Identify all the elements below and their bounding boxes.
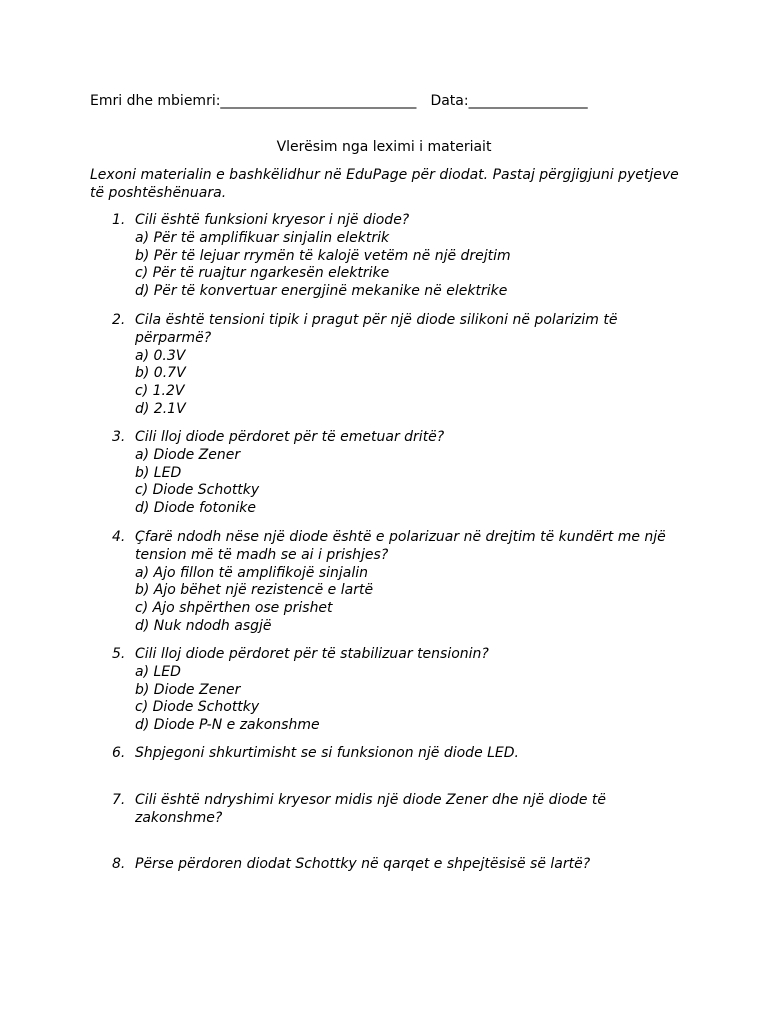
question-text: Cili është funksioni kryesor i një diode?	[135, 212, 410, 228]
question-3	[112, 429, 682, 518]
question-5	[112, 646, 682, 735]
answer-option: b) LED	[135, 464, 182, 481]
answer-option: b) Diode Zener	[135, 681, 241, 698]
answer-option: c) Diode Schottky	[135, 699, 260, 716]
question-6	[112, 745, 682, 763]
question-text: Përse përdoren diodat Schottky në qarqet e shpejtësisë së lartë?	[135, 856, 591, 872]
question-number: 1.	[112, 212, 126, 228]
answer-option: d) Diode fotonike	[135, 500, 257, 517]
header-line	[90, 92, 588, 110]
question-text: Shpjegoni shkurtimisht se si funksionon një diode LED.	[135, 745, 520, 761]
answer-option: d) Nuk ndodh asgjë	[135, 617, 272, 634]
answer-option: c) Diode Schottky	[135, 482, 260, 499]
question-text: Cili është ndryshimi kryesor midis një diode Zener dhe një diode të zakonshme?	[135, 792, 606, 826]
question-number: 3.	[112, 429, 126, 445]
question-number: 2.	[112, 312, 126, 328]
question-2	[112, 312, 682, 419]
question-text: Cili lloj diode përdoret për të emetuar dritë?	[135, 429, 445, 445]
answer-option: b) Për të lejuar rrymën të kalojë vetëm në një drejtim	[135, 247, 511, 264]
document-title: Vlerësim nga leximi i materiait	[276, 139, 492, 155]
question-number: 5.	[112, 646, 126, 662]
date-field-label: Data:_________________	[430, 93, 588, 109]
answer-option: c) Ajo shpërthen ose prishet	[135, 600, 333, 617]
question-number: 7.	[112, 792, 126, 808]
question-1	[112, 212, 682, 301]
name-field-label: Emri dhe mbiemri:____________________________	[90, 93, 417, 109]
answer-option: c) Për të ruajtur ngarkesën elektrike	[135, 265, 390, 282]
question-number: 6.	[112, 745, 126, 761]
question-number: 4.	[112, 529, 126, 545]
question-text: Çfarë ndodh nëse një diode është e polarizuar në drejtim të kundërt me një tension më të madh se ai i prishjes?	[135, 529, 666, 563]
answer-option: d) Për të konvertuar energjinë mekanike në elektrike	[135, 283, 508, 300]
answer-option: b) Ajo bëhet një rezistencë e lartë	[135, 582, 374, 599]
answer-option: b) 0.7V	[135, 365, 186, 382]
question-text: Cili lloj diode përdoret për të stabilizuar tensionin?	[135, 646, 489, 662]
question-8	[112, 856, 682, 874]
question-7	[112, 792, 682, 828]
answer-option: c) 1.2V	[135, 383, 185, 400]
answer-option: d) 2.1V	[135, 400, 186, 417]
question-text: Cila është tensioni tipik i pragut për një diode silikoni në polarizim të përparmë?	[135, 312, 618, 346]
answer-option: a) LED	[135, 663, 181, 680]
answer-option: d) Diode P-N e zakonshme	[135, 717, 320, 734]
answer-option: a) Për të amplifikuar sinjalin elektrik	[135, 229, 390, 246]
instructions-text: Lexoni materialin e bashkëlidhur në EduPage për diodat. Pastaj përgjigjuni pyetjeve të poshtëshënuara.	[90, 167, 679, 201]
question-number: 8.	[112, 856, 126, 872]
answer-option: a) Diode Zener	[135, 446, 241, 463]
answer-option: a) 0.3V	[135, 347, 186, 364]
question-4	[112, 529, 682, 636]
answer-option: a) Ajo fillon të amplifikojë sinjalin	[135, 564, 368, 581]
